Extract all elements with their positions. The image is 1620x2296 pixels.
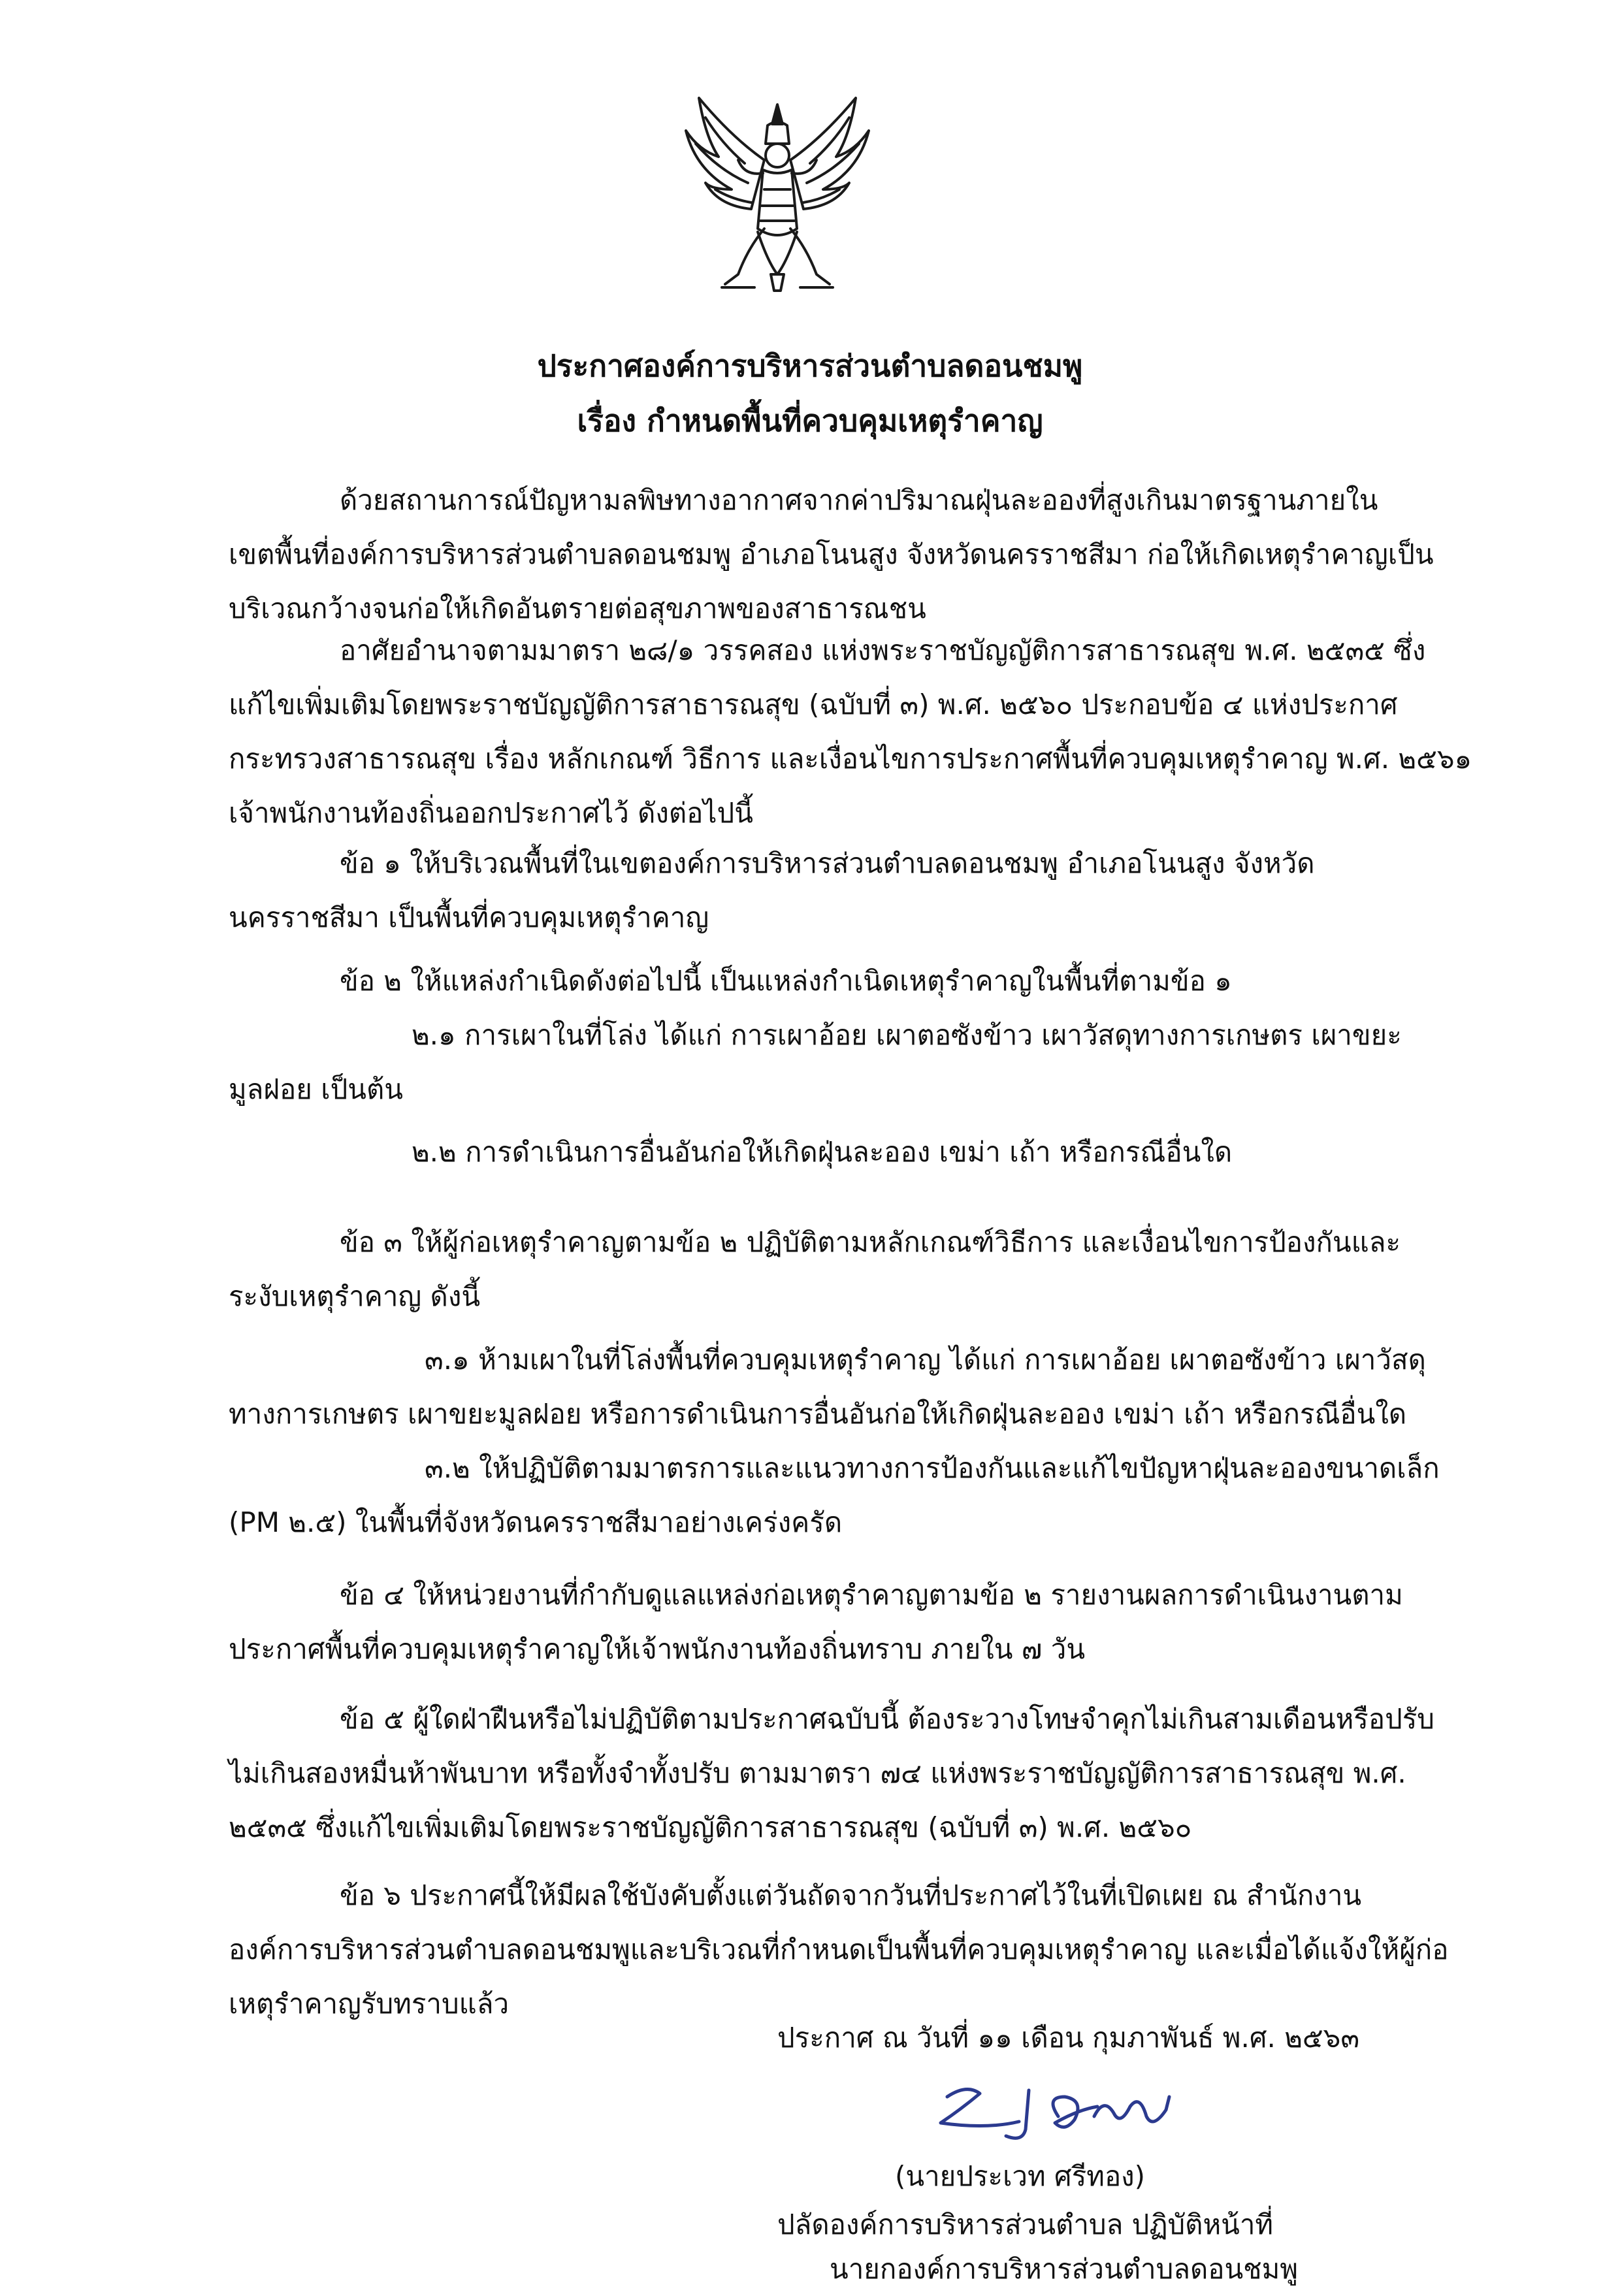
text-line: (PM ๒.๕) ในพื้นที่จังหวัดนครราชสีมาอย่างเคร่งครัด — [229, 1506, 843, 1538]
text-line: ระงับเหตุรำคาญ ดังนี้ — [229, 1280, 481, 1312]
text-line: แก้ไขเพิ่มเติมโดยพระราชบัญญัติการสาธารณสุข (ฉบับที่ ๓) พ.ศ. ๒๕๖๐ ประกอบข้อ ๔ แห่งประกาศ — [229, 688, 1398, 720]
garuda-emblem-icon — [660, 78, 895, 314]
text-line: กระทรวงสาธารณสุข เรื่อง หลักเกณฑ์ วิธีการ และเงื่อนไขการประกาศพื้นที่ควบคุมเหตุรำคาญ พ.ศ. ๒๕๖๑ — [229, 743, 1472, 775]
text-line: ข้อ ๕ ผู้ใดฝ่าฝืนหรือไม่ปฏิบัติตามประกาศฉบับนี้ ต้องระวางโทษจำคุกไม่เกินสามเดือนหรือปรับ — [340, 1703, 1434, 1735]
text-line: บริเวณกว้างจนก่อให้เกิดอันตรายต่อสุขภาพของสาธารณชน — [229, 592, 926, 624]
signer-name: (นายประเวท ศรีทอง) — [895, 2160, 1146, 2192]
clause-2-1 — [229, 1008, 1411, 1116]
announcement-subject: เรื่อง กำหนดพื้นที่ควบคุมเหตุรำคาญ — [577, 403, 1043, 438]
clause-1 — [229, 836, 1411, 945]
clause-4 — [229, 1568, 1411, 1676]
text-line: ไม่เกินสองหมื่นห้าพันบาท หรือทั้งจำทั้งปรับ ตามมาตรา ๗๔ แห่งพระราชบัญญัติการสาธารณสุข พ.ศ. — [229, 1757, 1406, 1789]
clause-5 — [229, 1692, 1434, 1854]
text-line: ๒๕๓๕ ซึ่งแก้ไขเพิ่มเติมโดยพระราชบัญญัติการสาธารณสุข (ฉบับที่ ๓) พ.ศ. ๒๕๖๐ — [229, 1811, 1192, 1843]
authority-paragraph — [229, 623, 1472, 840]
text-line: ๓.๒ ให้ปฏิบัติตามมาตรการและแนวทางการป้องกันและแก้ไขปัญหาฝุ่นละอองขนาดเล็ก — [425, 1452, 1440, 1484]
clause-2-2 — [229, 1125, 1411, 1179]
text-line: ข้อ ๖ ประกาศนี้ให้มีผลใช้บังคับตั้งแต่วันถัดจากวันที่ประกาศไว้ในที่เปิดเผย ณ สำนักงาน — [340, 1879, 1362, 1911]
text-line: องค์การบริหารส่วนตำบลดอนชมพูและบริเวณที่กำหนดเป็นพื้นที่ควบคุมเหตุรำคาญ และเมื่อได้แจ้งให้ผู้ก่อ — [229, 1933, 1449, 1965]
text-line: ๓.๑ ห้ามเผาในที่โล่งพื้นที่ควบคุมเหตุรำคาญ ได้แก่ การเผาอ้อย เผาตอซังข้าว เผาวัสดุ — [425, 1344, 1426, 1376]
signature-icon — [908, 2071, 1208, 2149]
signer-position-1: ปลัดองค์การบริหารส่วนตำบล ปฏิบัติหน้าที่ — [777, 2208, 1274, 2240]
text-line: ๒.๒ การดำเนินการอื่นอันก่อให้เกิดฝุ่นละออง เขม่า เถ้า หรือกรณีอื่นใด — [412, 1136, 1233, 1168]
text-line: ข้อ ๔ ให้หน่วยงานที่กำกับดูแลแหล่งก่อเหตุรำคาญตามข้อ ๒ รายงานผลการดำเนินงานตาม — [340, 1579, 1403, 1611]
text-line: มูลฝอย เป็นต้น — [229, 1073, 403, 1105]
text-line: ๒.๑ การเผาในที่โล่ง ได้แก่ การเผาอ้อย เผาตอซังข้าว เผาวัสดุทางการเกษตร เผาขยะ — [412, 1019, 1402, 1051]
text-line: ทางการเกษตร เผาขยะมูลฝอย หรือการดำเนินการอื่นอันก่อให้เกิดฝุ่นละออง เขม่า เถ้า หรือกรณีอื่นใด — [229, 1398, 1407, 1430]
intro-paragraph — [229, 473, 1434, 636]
announcement-date: ประกาศ ณ วันที่ ๑๑ เดือน กุมภาพันธ์ พ.ศ. ๒๕๖๓ — [777, 2022, 1360, 2054]
text-line: ข้อ ๑ ให้บริเวณพื้นที่ในเขตองค์การบริหารส่วนตำบลดอนชมพู อำเภอโนนสูง จังหวัด — [340, 847, 1315, 879]
clause-3-2 — [229, 1441, 1440, 1549]
text-line: ข้อ ๓ ให้ผู้ก่อเหตุรำคาญตามข้อ ๒ ปฏิบัติตามหลักเกณฑ์วิธีการ และเงื่อนไขการป้องกันและ — [340, 1226, 1401, 1258]
text-line: อาศัยอำนาจตามมาตรา ๒๘/๑ วรรคสอง แห่งพระราชบัญญัติการสาธารณสุข พ.ศ. ๒๕๓๕ ซึ่ง — [340, 634, 1426, 666]
text-line: เหตุรำคาญรับทราบแล้ว — [229, 1988, 510, 2020]
clause-3-1 — [229, 1333, 1426, 1441]
text-line: ประกาศพื้นที่ควบคุมเหตุรำคาญให้เจ้าพนักงานท้องถิ่นทราบ ภายใน ๗ วัน — [229, 1633, 1086, 1665]
text-line: ข้อ ๒ ให้แหล่งกำเนิดดังต่อไปนี้ เป็นแหล่งกำเนิดเหตุรำคาญในพื้นที่ตามข้อ ๑ — [340, 965, 1232, 997]
text-line: ด้วยสถานการณ์ปัญหามลพิษทางอากาศจากค่าปริมาณฝุ่นละอองที่สูงเกินมาตรฐานภายใน — [340, 484, 1378, 516]
clause-3 — [229, 1215, 1411, 1323]
announcement-title: ประกาศองค์การบริหารส่วนตำบลดอนชมพู — [537, 348, 1083, 383]
text-line: เขตพื้นที่องค์การบริหารส่วนตำบลดอนชมพู อำเภอโนนสูง จังหวัดนครราชสีมา ก่อให้เกิดเหตุรำคาญเป็น — [229, 538, 1434, 570]
clause-6 — [229, 1868, 1449, 2031]
text-line: เจ้าพนักงานท้องถิ่นออกประกาศไว้ ดังต่อไปนี้ — [229, 797, 753, 829]
signer-position-2: นายกองค์การบริหารส่วนตำบลดอนชมพู — [830, 2253, 1299, 2285]
text-line: นครราชสีมา เป็นพื้นที่ควบคุมเหตุรำคาญ — [229, 901, 709, 933]
clause-2 — [229, 954, 1411, 1008]
